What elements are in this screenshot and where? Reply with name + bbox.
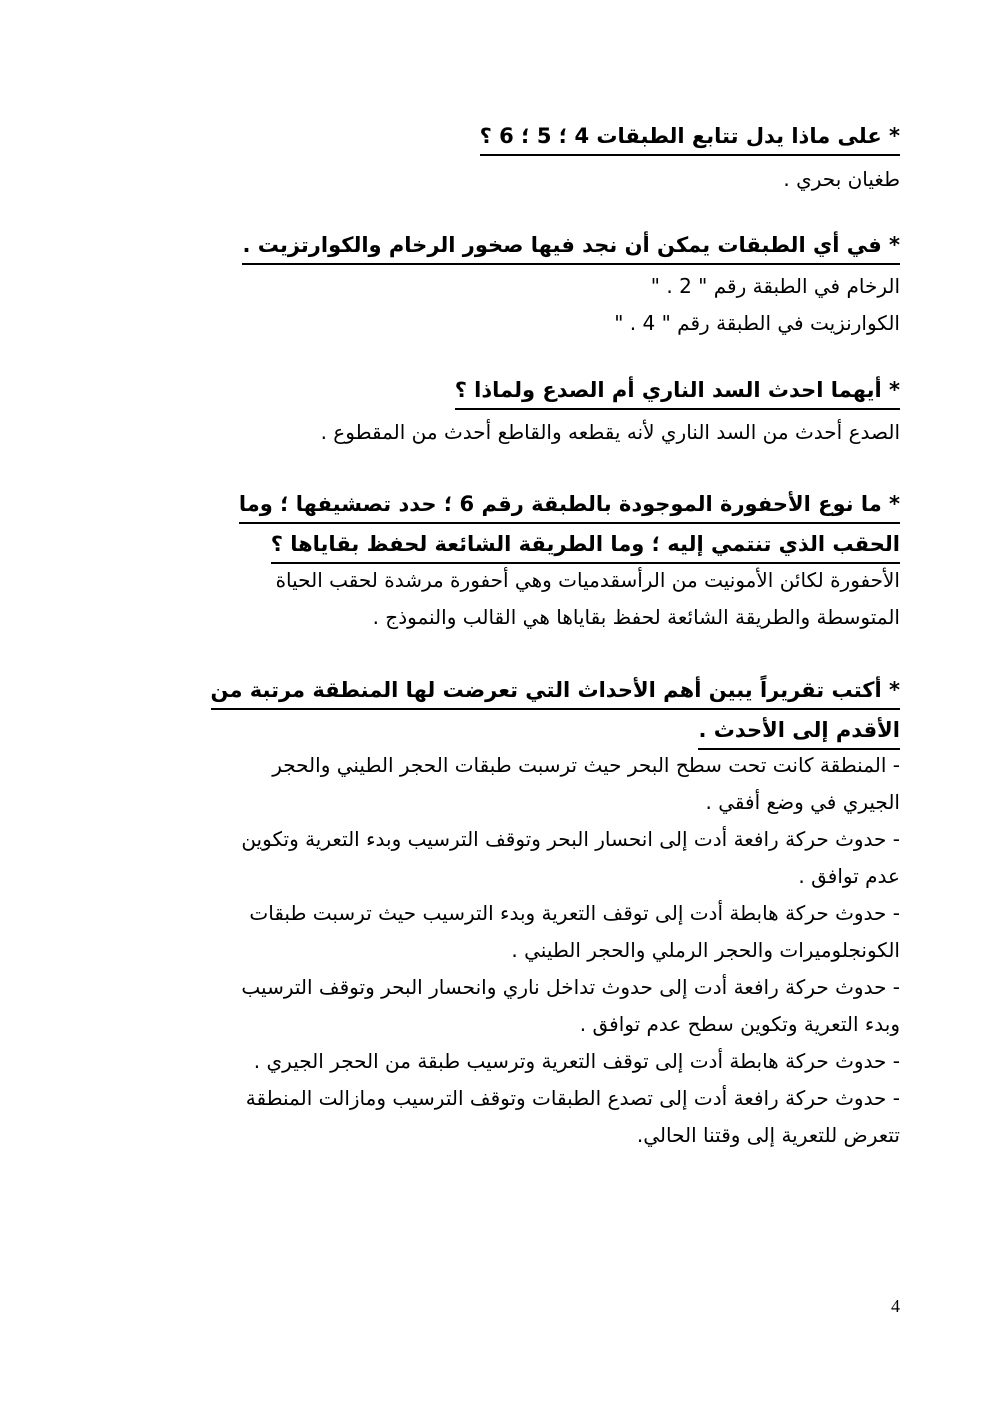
question-4-line: الحقب الذي تنتمي إليه ؛ وما الطريقة الشائعة لحفظ بقاياها ؟ bbox=[271, 527, 900, 564]
question-2-text: * في أي الطبقات يمكن أن نجد فيها صخور الرخام والكوارتزيت . bbox=[242, 228, 900, 265]
answer-4-line: الأحفورة لكائن الأمونيت من الرأسقدميات وهي أحفورة مرشدة لحقب الحياة bbox=[275, 568, 900, 592]
question-1 bbox=[160, 116, 900, 156]
answer-5-line: الجيري في وضع أفقي . bbox=[705, 790, 900, 814]
answer-5 bbox=[160, 747, 900, 1154]
answer-1 bbox=[160, 161, 900, 198]
answer-4 bbox=[160, 562, 900, 636]
answer-3 bbox=[160, 414, 900, 451]
question-5-line: * أكتب تقريراً يبين أهم الأحداث التي تعرضت لها المنطقة مرتبة من bbox=[211, 673, 900, 710]
answer-5-line: - المنطقة كانت تحت سطح البحر حيث ترسبت طبقات الحجر الطيني والحجر bbox=[272, 753, 900, 777]
answer-1-text: طغيان بحري . bbox=[783, 167, 900, 191]
answer-2-line: الرخام في الطبقة رقم " 2 . " bbox=[650, 274, 900, 298]
question-5-line: الأقدم إلى الأحدث . bbox=[698, 713, 900, 750]
answer-5-line: - حدوث حركة رافعة أدت إلى انحسار البحر وتوقف الترسيب وبدء التعرية وتكوين bbox=[241, 827, 900, 851]
answer-5-line: - حدوث حركة رافعة أدت إلى تصدع الطبقات وتوقف الترسيب ومازالت المنطقة bbox=[245, 1086, 900, 1110]
question-2 bbox=[160, 225, 900, 265]
answer-2-line: الكوارنزيت في الطبقة رقم " 4 . " bbox=[614, 311, 900, 335]
answer-5-line: - حدوث حركة هابطة أدت إلى توقف التعرية وبدء الترسيب حيث ترسبت طبقات bbox=[249, 901, 900, 925]
answer-5-line: - حدوث حركة هابطة أدت إلى توقف التعرية وترسيب طبقة من الحجر الجيري . bbox=[253, 1049, 900, 1073]
answer-5-line: - حدوث حركة رافعة أدت إلى حدوث تداخل ناري وانحسار البحر وتوقف الترسيب bbox=[241, 975, 900, 999]
question-3 bbox=[160, 370, 900, 410]
page-number: 4 bbox=[891, 1296, 900, 1316]
question-4-line: * ما نوع الأحفورة الموجودة بالطبقة رقم 6 ؛ حدد تصشيفها ؛ وما bbox=[239, 487, 900, 524]
answer-2 bbox=[160, 268, 900, 342]
answer-3-text: الصدع أحدث من السد الناري لأنه يقطعه والقاطع أحدث من المقطوع . bbox=[320, 420, 900, 444]
question-5 bbox=[160, 670, 900, 750]
question-4 bbox=[160, 484, 900, 564]
answer-4-line: المتوسطة والطريقة الشائعة لحفظ بقاياها هي القالب والنموذج . bbox=[372, 605, 900, 629]
answer-5-line: عدم توافق . bbox=[798, 864, 900, 888]
question-1-text: * على ماذا يدل تتابع الطبقات 4 ؛ 5 ؛ 6 ؟ bbox=[480, 119, 900, 156]
question-3-text: * أيهما احدث السد الناري أم الصدع ولماذا ؟ bbox=[455, 373, 900, 410]
answer-5-line: وبدء التعرية وتكوين سطح عدم توافق . bbox=[579, 1012, 900, 1036]
answer-5-line: تتعرض للتعرية إلى وقتنا الحالي. bbox=[636, 1123, 900, 1147]
answer-5-line: الكونجلوميرات والحجر الرملي والحجر الطيني . bbox=[511, 938, 900, 962]
